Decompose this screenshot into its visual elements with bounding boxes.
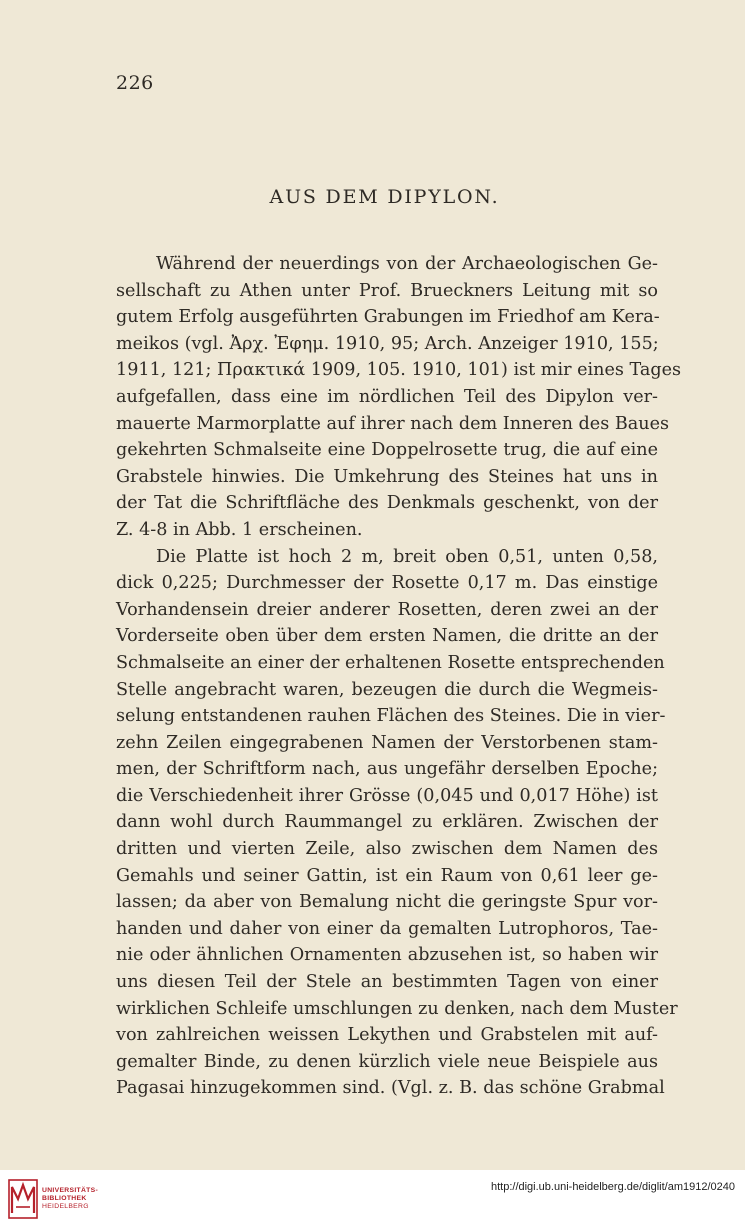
text-line: Die Platte ist hoch 2 m, breit oben 0,51, unten 0,58,: [156, 546, 658, 567]
text-line: die Verschiedenheit ihrer Grösse (0,045 und 0,017 Höhe) ist: [116, 785, 658, 806]
text-line: gekehrten Schmalseite eine Doppelrosette trug, die auf eine: [116, 440, 658, 461]
text-line: der Tat die Schriftfläche des Denkmals geschenkt, von der: [116, 493, 658, 514]
body-text: [116, 251, 682, 1102]
text-line: dritten und vierten Zeile, also zwischen dem Namen des: [116, 839, 658, 860]
text-line: Stelle angebracht waren, bezeugen die durch die Wegmeis-: [116, 679, 658, 700]
text-line: dann wohl durch Raummangel zu erklären. Zwischen der: [116, 812, 658, 833]
text-line: lassen; da aber von Bemalung nicht die geringste Spur vor-: [116, 892, 658, 913]
text-line: Schmalseite an einer der erhaltenen Rosette entsprechenden: [116, 652, 665, 673]
text-line: dick 0,225; Durchmesser der Rosette 0,17 m. Das einstige: [116, 573, 658, 594]
text-line: gemalter Binde, zu denen kürzlich viele neue Beispiele aus: [116, 1051, 658, 1072]
text-line: Pagasai hinzugekommen sind. (Vgl. z. B. das schöne Grabmal: [116, 1078, 665, 1099]
text-line: selung entstandenen rauhen Flächen des Steines. Die in vier-: [116, 706, 666, 727]
text-line: Vorhandensein dreier anderer Rosetten, deren zwei an der: [116, 599, 658, 620]
text-line: aufgefallen, dass eine im nördlichen Teil des Dipylon ver-: [116, 386, 658, 407]
page-title: AUS DEM DIPYLON.: [269, 186, 500, 208]
text-line: 1911, 121; Πρακτικά 1909, 105. 1910, 101) ist mir eines Tages: [116, 360, 682, 381]
text-line: Gemahls und seiner Gattin, ist ein Raum von 0,61 leer ge-: [116, 865, 658, 886]
text-line: Z. 4-8 in Abb. 1 erscheinen.: [116, 519, 363, 540]
text-line: men, der Schriftform nach, aus ungefähr derselben Epoche;: [116, 759, 658, 780]
text-line: meikos (vgl. Ἀρχ. Ἐφημ. 1910, 95; Arch. Anzeiger 1910, 155;: [116, 333, 659, 354]
digitization-footer: [0, 1170, 745, 1226]
heidelberg-library-logo-icon[interactable]: [8, 1179, 38, 1219]
permalink-url[interactable]: http://digi.ub.uni-heidelberg.de/diglit/am1912/0240: [490, 1181, 735, 1193]
text-line: mauerte Marmorplatte auf ihrer nach dem Inneren des Baues: [116, 413, 670, 434]
library-name-line-1: UNIVERSITÄTS-: [42, 1187, 99, 1194]
library-name-line-3: HEIDELBERG: [42, 1203, 89, 1210]
text-line: Vorderseite oben über dem ersten Namen, die dritte an der: [116, 626, 658, 647]
text-line: Während der neuerdings von der Archaeologischen Ge-: [156, 254, 658, 274]
text-line: sellschaft zu Athen unter Prof. Brueckners Leitung mit so: [116, 280, 658, 301]
text-line: zehn Zeilen eingegrabenen Namen der Verstorbenen stam-: [116, 732, 658, 753]
library-name: [42, 1187, 98, 1211]
text-line: Grabstele hinwies. Die Umkehrung des Steines hat uns in: [116, 466, 658, 487]
text-line: gutem Erfolg ausgeführten Grabungen im Friedhof am Kera-: [116, 307, 660, 328]
text-line: wirklichen Schleife umschlungen zu denken, nach dem Muster: [116, 998, 678, 1019]
text-line: von zahlreichen weissen Lekythen und Grabstelen mit auf-: [116, 1025, 658, 1046]
page-number: 226: [116, 72, 154, 94]
text-line: nie oder ähnlichen Ornamenten abzusehen ist, so haben wir: [116, 945, 658, 966]
text-line: uns diesen Teil der Stele an bestimmten Tagen von einer: [116, 972, 658, 993]
library-name-line-2: BIBLIOTHEK: [42, 1195, 87, 1202]
text-line: handen und daher von einer da gemalten Lutrophoros, Tae-: [116, 918, 658, 939]
